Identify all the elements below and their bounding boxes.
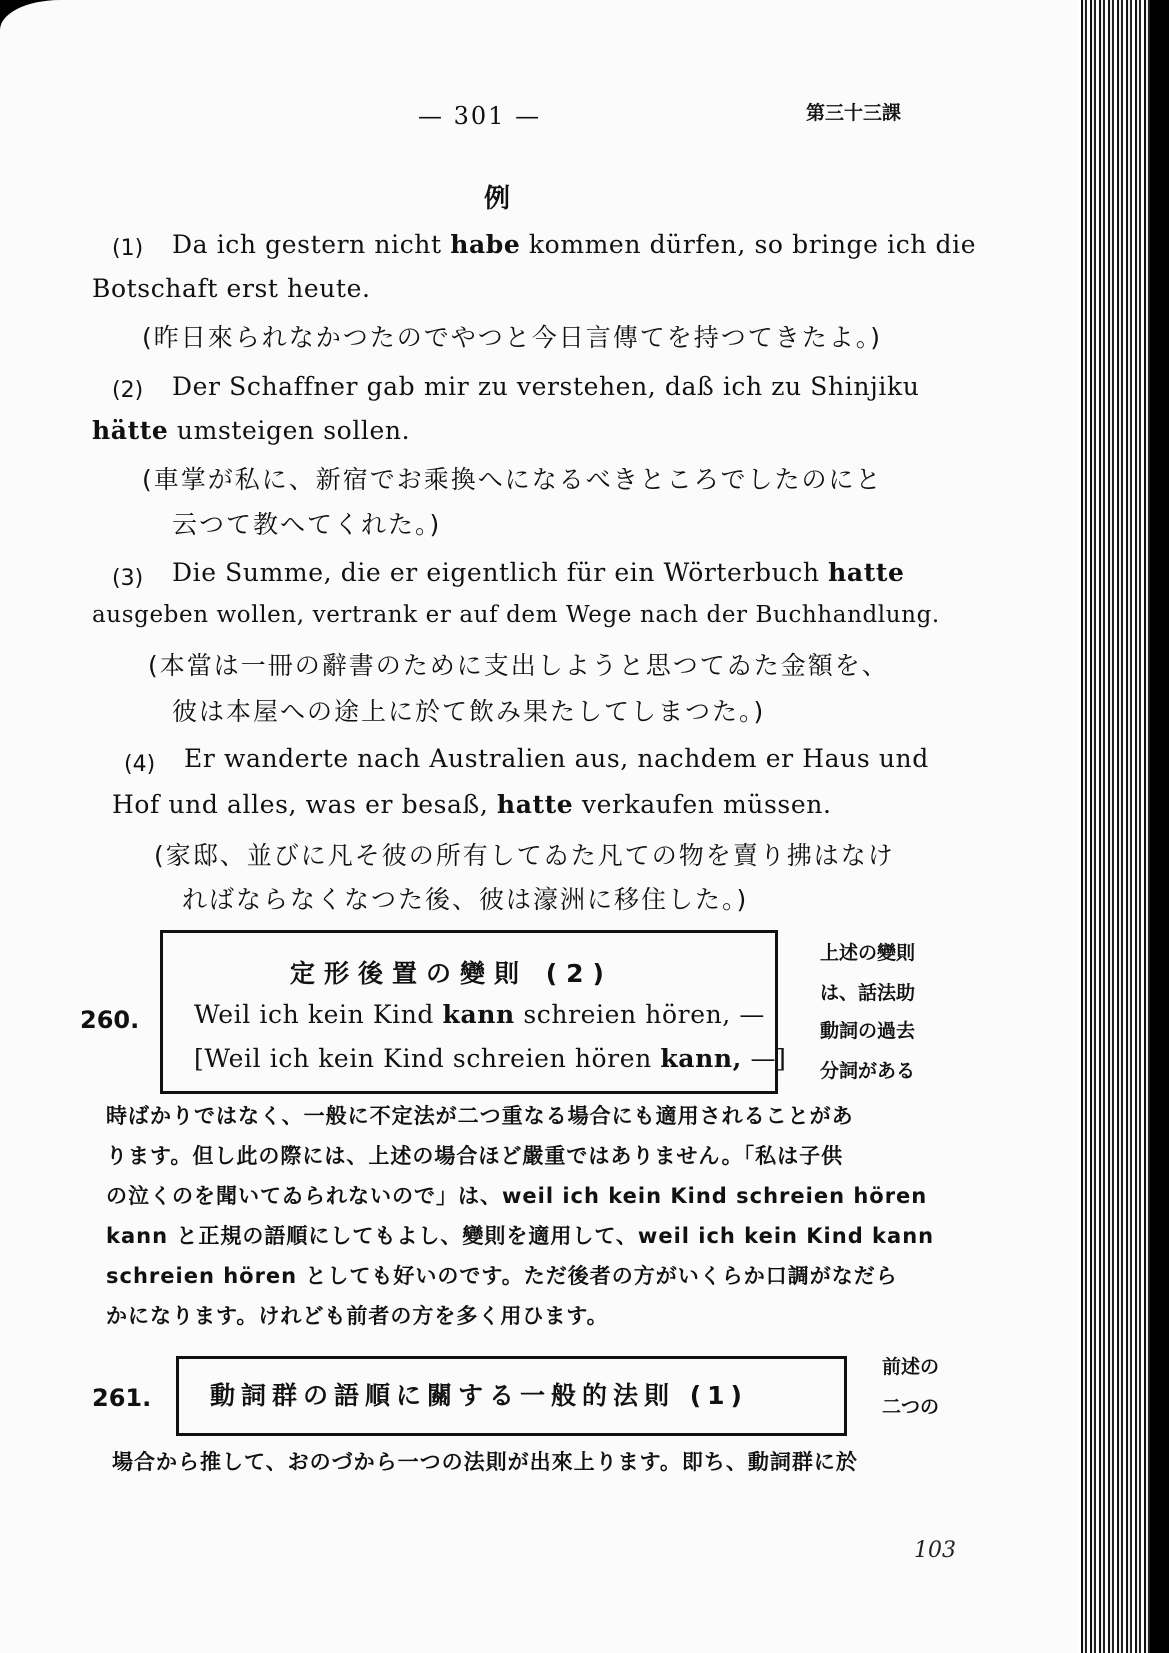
side-text: 上述の變則 bbox=[820, 942, 916, 964]
side-text: 前述の bbox=[882, 1356, 940, 1378]
body-line: schreien hören としても好いのです。ただ後者の方がいくらか口調がなだら bbox=[106, 1264, 898, 1288]
example-number: (2) bbox=[112, 378, 144, 403]
body-line: kann と正規の語順にしてもよし、變則を適用して、weil ich kein Kind kann bbox=[106, 1224, 935, 1248]
side-text: 二つの bbox=[882, 1396, 940, 1418]
example-number: (4) bbox=[124, 752, 156, 777]
japanese-translation: 彼は本屋への途上に於て飲み果たしてしまつた。) bbox=[172, 697, 766, 726]
japanese-translation: (本當は一冊の辭書のために支出しようと思つてゐた金額を、 bbox=[148, 651, 889, 680]
page-number: — 301 — bbox=[418, 102, 542, 130]
japanese-translation: (家邸、並びに凡そ彼の所有してゐた凡ての物を賣り拂はなけ bbox=[154, 841, 895, 870]
body-line: 時ばかりではなく、一般に不定法が二つ重なる場合にも適用されることがあ bbox=[106, 1104, 854, 1128]
rule-box-title: 動詞群の語順に關する一般的法則 (1) bbox=[210, 1381, 748, 1410]
german-line: Die Summe, die er eigentlich für ein Wörterbuch hatte bbox=[172, 558, 905, 587]
german-line: ausgeben wollen, vertrank er auf dem Wege nach der Buchhandlung. bbox=[92, 602, 940, 628]
rule-box-example: Weil ich kein Kind kann schreien hören, — bbox=[194, 1000, 765, 1029]
german-line: hätte umsteigen sollen. bbox=[92, 416, 411, 445]
background-shadow bbox=[1150, 0, 1169, 1653]
rule-box-title: 定形後置の變則 (2) bbox=[290, 959, 613, 988]
folio-number: 103 bbox=[914, 1538, 956, 1563]
body-line: の泣くのを聞いてゐられないので」は、weil ich kein Kind schreien hören bbox=[106, 1184, 928, 1208]
japanese-translation: ればならなくなつた後、彼は濠洲に移住した。) bbox=[182, 885, 749, 914]
rule-box-example: [Weil ich kein Kind schreien hören kann, —] bbox=[194, 1044, 787, 1073]
body-line: 場合から推して、おのづから一つの法則が出來上ります。即ち、動詞群に於 bbox=[112, 1450, 858, 1474]
german-line: Der Schaffner gab mir zu verstehen, daß ich zu Shinjiku bbox=[172, 372, 920, 401]
side-text: 動詞の過去 bbox=[820, 1020, 916, 1042]
german-line: Botschaft erst heute. bbox=[92, 274, 371, 303]
section-number: 261. bbox=[92, 1384, 152, 1412]
chapter-heading: 第三十三課 bbox=[806, 102, 902, 124]
example-number: (1) bbox=[112, 236, 144, 261]
german-line: Er wanderte nach Australien aus, nachdem er Haus und bbox=[184, 744, 929, 773]
example-number: (3) bbox=[112, 566, 144, 591]
body-line: かになります。けれども前者の方を多く用ひます。 bbox=[106, 1304, 609, 1328]
side-text: 分詞がある bbox=[820, 1060, 916, 1082]
body-line: ります。但し此の際には、上述の場合ほど嚴重ではありません。「私は子供 bbox=[106, 1144, 844, 1168]
german-line: Hof und alles, was er besaß, hatte verkaufen müssen. bbox=[112, 790, 832, 819]
japanese-translation: 云つて教へてくれた。) bbox=[172, 510, 442, 539]
example-heading: 例 bbox=[484, 184, 511, 214]
side-text: は、話法助 bbox=[820, 982, 916, 1004]
german-line: Da ich gestern nicht habe kommen dürfen, so bringe ich die bbox=[172, 230, 977, 259]
japanese-translation: (昨日來られなかつたのでやつと今日言傳てを持つてきたよ。) bbox=[142, 323, 883, 352]
section-number: 260. bbox=[80, 1006, 140, 1034]
japanese-translation: (車掌が私に、新宿でお乘換へになるべきところでしたのにと bbox=[142, 465, 883, 494]
